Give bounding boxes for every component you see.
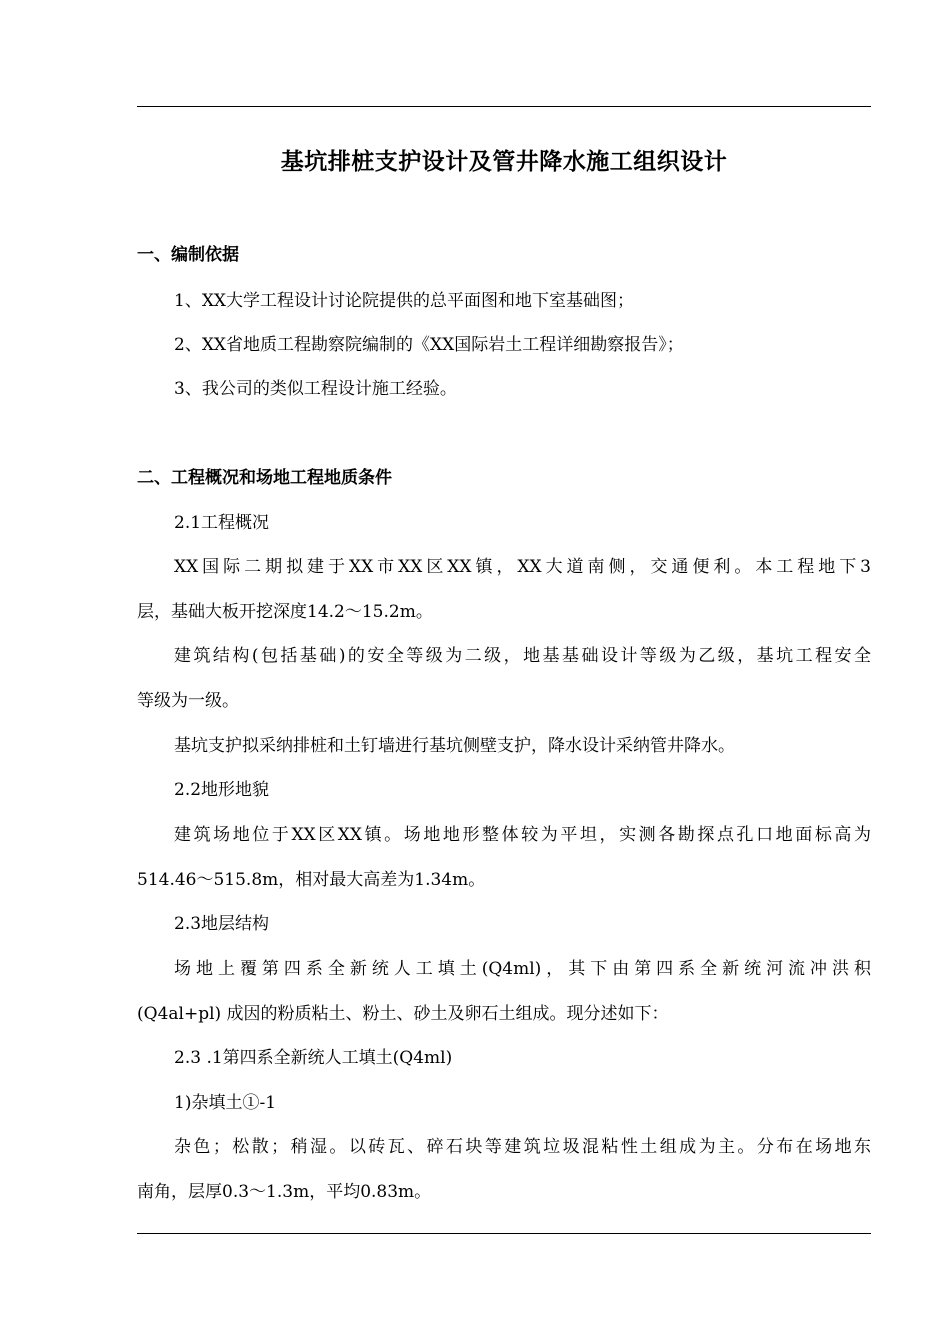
paragraph-safety-line-1: 建筑结构(包括基础)的安全等级为二级，地基基础设计等级为乙级，基坑工程安全: [174, 646, 871, 666]
paragraph-overview-line-2: 层，基础大板开挖深度14.2～15.2m。: [137, 602, 433, 622]
basis-item-2: 2、XX省地质工程勘察院编制的《XX国际岩土工程详细勘察报告》；: [174, 335, 684, 355]
subsection-title-2-3: 2.3地层结构: [174, 914, 270, 934]
subsection-title-2-1: 2.1工程概况: [174, 513, 270, 533]
paragraph-support: 基坑支护拟采纳排桩和土钉墙进行基坑侧壁支护，降水设计采纳管井降水。: [174, 736, 735, 756]
paragraph-strata-line-2: (Q4al+pl) 成因的粉质粘土、粉土、砂土及卵石土组成。现分述如下：: [137, 1004, 669, 1024]
paragraph-terrain-line-1: 建筑场地位于XX区XX镇。场地地形整体较为平坦，实测各勘探点孔口地面标高为: [174, 825, 871, 845]
section-heading-basis: 一、编制依据: [137, 245, 239, 265]
item-title-fill-soil: 1)杂填土①-1: [174, 1093, 277, 1113]
subsection-title-2-2: 2.2地形地貌: [174, 780, 270, 800]
paragraph-terrain-line-2: 514.46～515.8m，相对最大高差为1.34m。: [137, 870, 486, 890]
paragraph-strata-line-1: 场地上覆第四系全新统人工填土(Q4ml)，其下由第四系全新统河流冲洪积: [174, 959, 871, 979]
paragraph-fill-soil-line-2: 南角，层厚0.3～1.3m，平均0.83m。: [137, 1182, 432, 1202]
paragraph-safety-line-2: 等级为一级。: [137, 691, 239, 711]
header-rule: [137, 106, 871, 107]
subsection-title-2-3-1: 2.3 .1第四系全新统人工填土(Q4ml): [174, 1048, 453, 1068]
basis-item-3: 3、我公司的类似工程设计施工经验。: [174, 379, 457, 399]
paragraph-fill-soil-line-1: 杂色；松散；稍湿。以砖瓦、碎石块等建筑垃圾混粘性土组成为主。分布在场地东: [174, 1137, 871, 1157]
paragraph-overview-line-1: XX国际二期拟建于XX市XX区XX镇，XX大道南侧，交通便利。本工程地下3: [174, 557, 871, 577]
document-title: 基坑排桩支护设计及管井降水施工组织设计: [280, 149, 728, 175]
footer-rule: [137, 1233, 871, 1234]
section-heading-overview: 二、工程概况和场地工程地质条件: [137, 468, 392, 488]
basis-item-1: 1、XX大学工程设计讨论院提供的总平面图和地下室基础图；: [174, 291, 635, 311]
